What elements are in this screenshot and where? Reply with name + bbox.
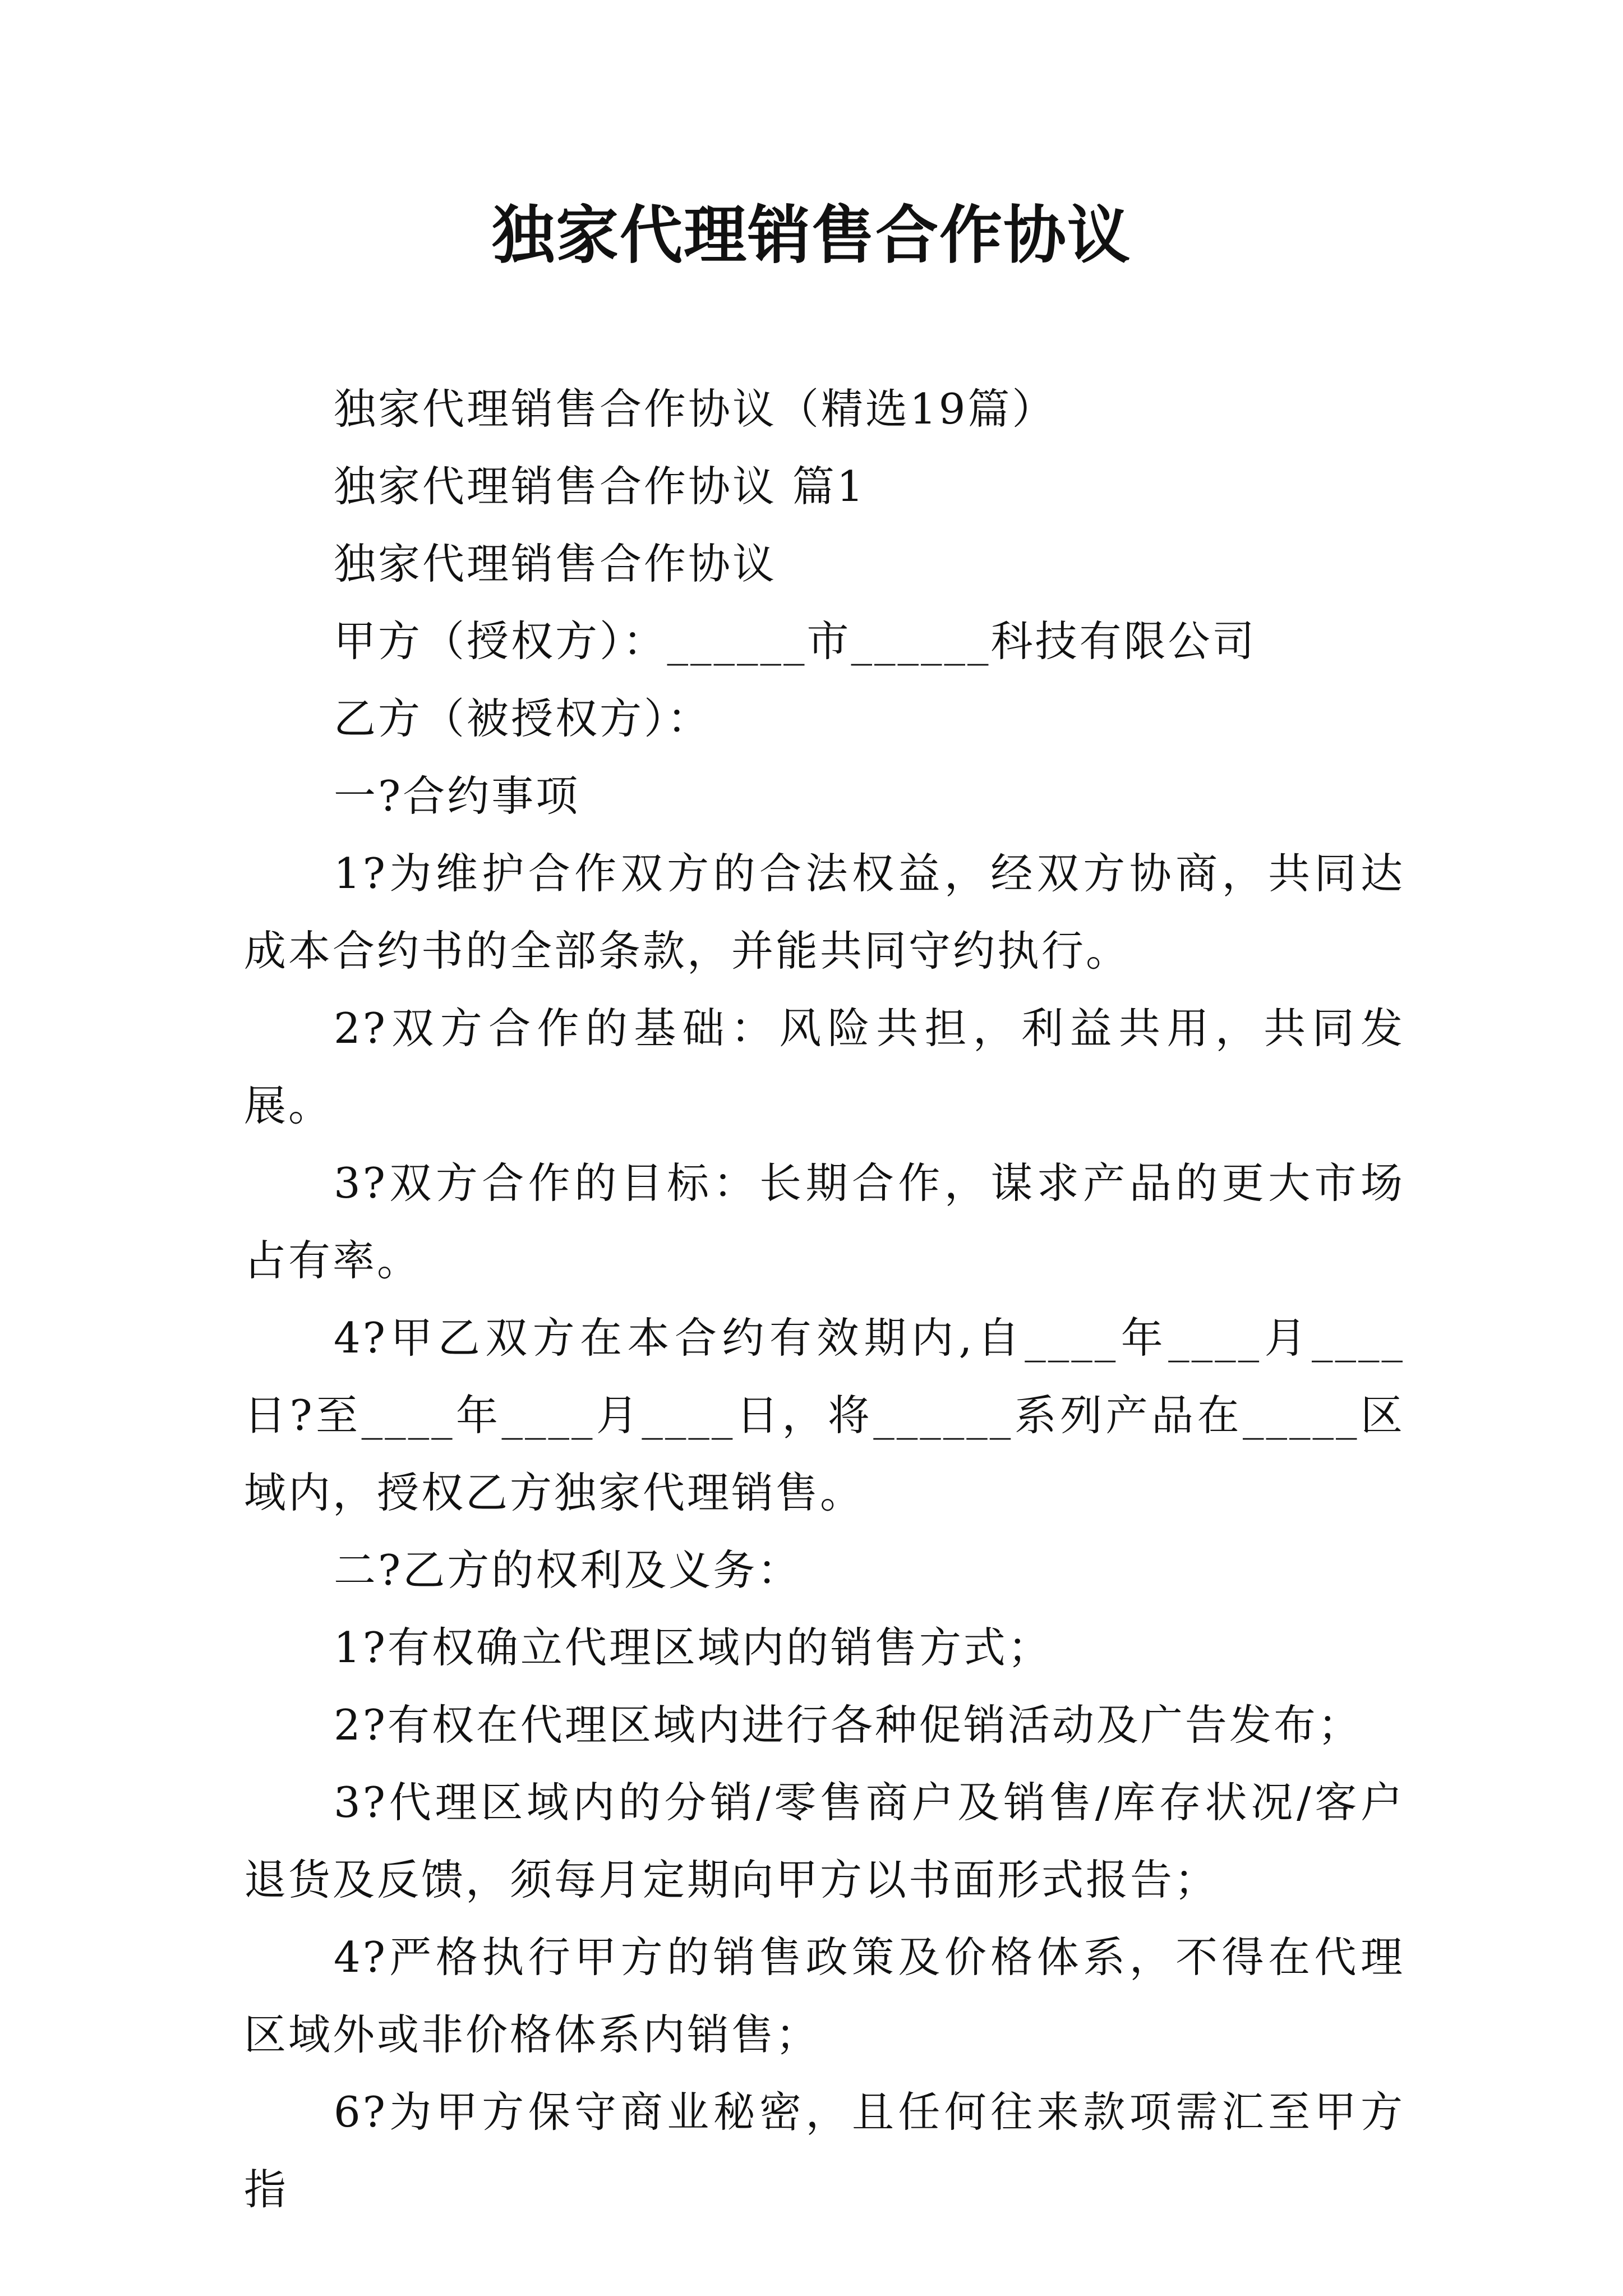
paragraph-agreement-name: 独家代理销售合作协议	[334, 539, 777, 588]
clause-1-4: 4?甲乙双方在本合约有效期内,自____年____月____日?至____年____月____日，将______系列产品在_____区域内，授权乙方独家代理销售。	[244, 1313, 1405, 1517]
paragraph-selection-title: 独家代理销售合作协议（精选19篇）	[334, 384, 1057, 434]
clause-1-1: 1?为维护合作双方的合法权益，经双方协商，共同达成本合约书的全部条款，并能共同守约执行。	[244, 849, 1405, 976]
paragraph-party-b: 乙方（被授权方）：	[334, 694, 712, 743]
clause-1-3: 3?双方合作的目标：长期合作，谋求产品的更大市场占有率。	[244, 1158, 1405, 1285]
clause-1-2: 2?双方合作的基础：风险共担，利益共用，共同发展。	[244, 1004, 1405, 1130]
document-title: 独家代理销售合作协议	[492, 199, 1131, 272]
paragraph-part-heading: 独家代理销售合作协议 篇1	[334, 462, 866, 511]
clause-2-3: 3?代理区域内的分销/零售商户及销售/库存状况/客户退货及反馈，须每月定期向甲方以书面形式报告；	[244, 1778, 1405, 1904]
clause-2-4: 4?严格执行甲方的销售政策及价格体系，不得在代理区域外或非价格体系内销售；	[244, 1932, 1405, 2059]
clause-2-6: 6?为甲方保守商业秘密，且任何往来款项需汇至甲方指	[244, 2087, 1405, 2214]
section-heading-party-b-rights: 二?乙方的权利及义务：	[334, 1545, 802, 1595]
paragraph-party-a: 甲方（授权方）：______市______科技有限公司	[334, 616, 1257, 666]
clause-2-1: 1?有权确立代理区域内的销售方式；	[334, 1623, 1052, 1672]
clause-2-2: 2?有权在代理区域内进行各种促销活动及广告发布；	[334, 1700, 1362, 1750]
section-heading-contract-items: 一?合约事项	[334, 771, 580, 821]
document-body	[244, 370, 1405, 2228]
